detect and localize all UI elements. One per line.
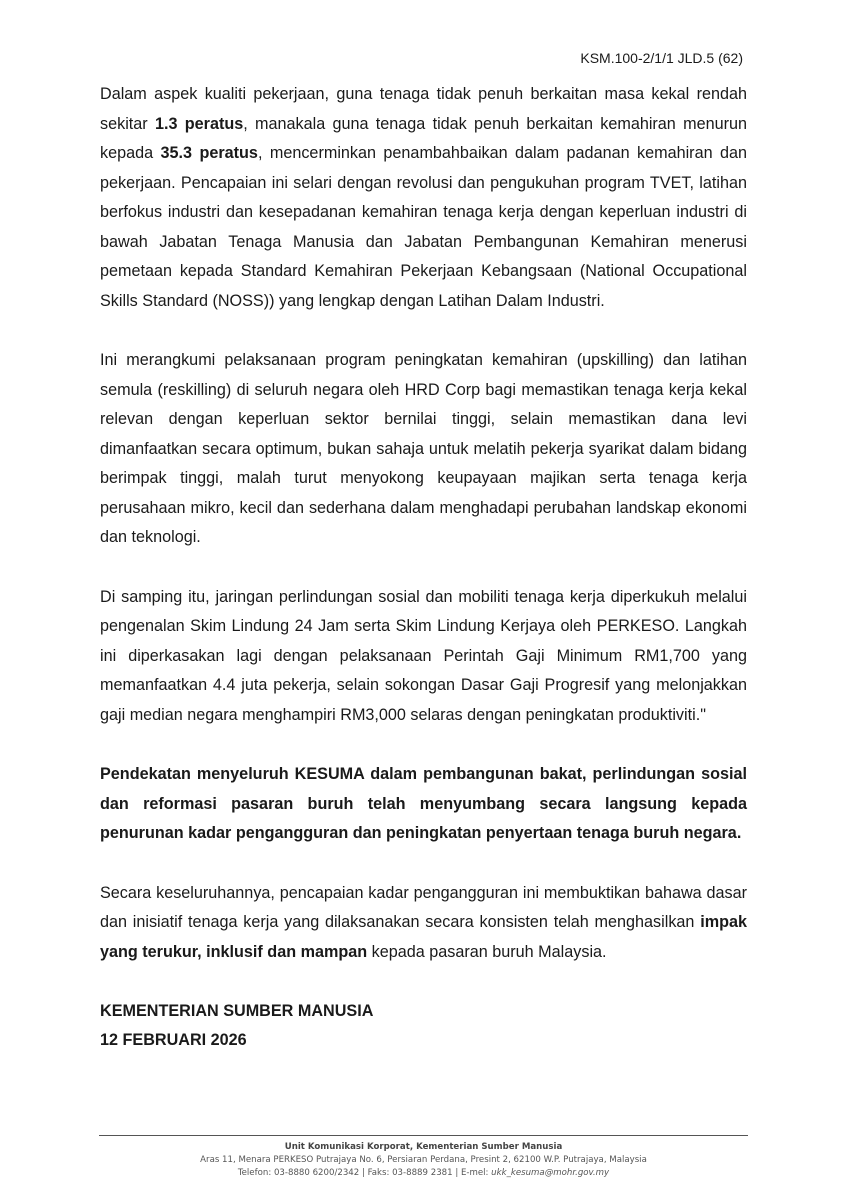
page-footer bbox=[99, 1141, 748, 1180]
paragraph-text: , manakala guna tenaga tidak penuh berkaitan kemahiran menurun kepada bbox=[100, 114, 747, 162]
highlight-percentage-skill-related: 35.3 peratus bbox=[160, 144, 258, 162]
footer-address: Aras 11, Menara PERKESO Putrajaya No. 6, Persiaran Perdana, Presint 2, 62100 W.P. Putrajaya, Malaysia bbox=[200, 1155, 647, 1165]
footer-email: ukk_kesuma@mohr.gov.my bbox=[491, 1168, 610, 1178]
highlight-percentage-time-related: 1.3 peratus bbox=[154, 114, 244, 133]
highlight-impact: impak yang terukur, inklusif dan mampan bbox=[100, 913, 747, 961]
paragraph-social-protection: Di samping itu, jaringan perlindungan sosial dan mobiliti tenaga kerja diperkukuh melalui pengenalan Skim Lindung 24 Jam serta Skim Lindung Kerjaya oleh PERKESO. Langkah ini diperkasakan lagi dengan pelaksanaan Perintah Gaji Minimum RM1,700 yang memanfaatkan 4.4 juta pekerja, selain sokongan Dasar Gaji Progresif yang melonjakkan gaji median negara menghampiri RM3,000 selaras dengan peningkatan produktiviti." bbox=[100, 587, 747, 724]
release-date: 12 FEBRUARI 2026 bbox=[100, 1031, 247, 1049]
footer-contact bbox=[99, 1167, 748, 1180]
footer-contact-text: Telefon: 03-8880 6200/2342 | Faks: 03-8889 2381 | E-mel: bbox=[237, 1168, 492, 1178]
paragraph-job-quality bbox=[100, 80, 747, 316]
document-reference-number: KSM.100-2/1/1 JLD.5 (62) bbox=[580, 50, 743, 66]
paragraph-conclusion bbox=[100, 879, 747, 968]
paragraph-text: , mencerminkan penambahbaikan dalam padanan kemahiran dan pekerjaan. Pencapaian ini selari dengan revolusi dan pengukuhan program TVET, latihan berfokus industri dan kesepadanan kemahiran tenaga kerja dengan keperluan industri di bawah Jabatan Tenaga Manusia dan Jabatan Pembangunan Kemahiran menerusi pemetaan kepada Standard Kemahiran Pekerjaan Kebangsaan (National Occupational Skills Standard (NOSS)) yang lengkap dengan Latihan Dalam Industri. bbox=[100, 144, 747, 310]
document-body bbox=[100, 80, 747, 1055]
signature-block bbox=[100, 997, 747, 1055]
paragraph-kesuma-approach: Pendekatan menyeluruh KESUMA dalam pembangunan bakat, perlindungan sosial dan reformasi pasaran buruh telah menyumbang secara langsung kepada penurunan kadar pengangguran dan peningkatan penyertaan tenaga buruh negara. bbox=[100, 765, 747, 842]
paragraph-upskilling: Ini merangkumi pelaksanaan program peningkatan kemahiran (upskilling) dan latihan semula (reskilling) di seluruh negara oleh HRD Corp bagi memastikan tenaga kerja kekal relevan dengan keperluan sektor bernilai tinggi, selain memastikan dana levi dimanfaatkan secara optimum, bukan sahaja untuk melatih pekerja syarikat dalam bidang berimpak tinggi, malah turut menyokong keupayaan majikan serta tenaga kerja perusahaan mikro, kecil dan sederhana dalam menghadapi perubahan landskap ekonomi dan teknologi. bbox=[100, 351, 747, 546]
paragraph-text: Secara keseluruhannya, pencapaian kadar pengangguran ini membuktikan bahawa dasar dan inisiatif tenaga kerja yang dilaksanakan secara konsisten telah menghasilkan bbox=[100, 883, 747, 931]
paragraph-text: Dalam aspek kualiti pekerjaan, guna tenaga tidak penuh berkaitan masa kekal rendah sekitar bbox=[100, 85, 747, 133]
paragraph-text: kepada pasaran buruh Malaysia. bbox=[367, 942, 607, 961]
footer-unit-name: Unit Komunikasi Korporat, Kementerian Sumber Manusia bbox=[284, 1142, 563, 1152]
ministry-name: KEMENTERIAN SUMBER MANUSIA bbox=[100, 1002, 374, 1020]
footer-divider bbox=[99, 1135, 748, 1136]
